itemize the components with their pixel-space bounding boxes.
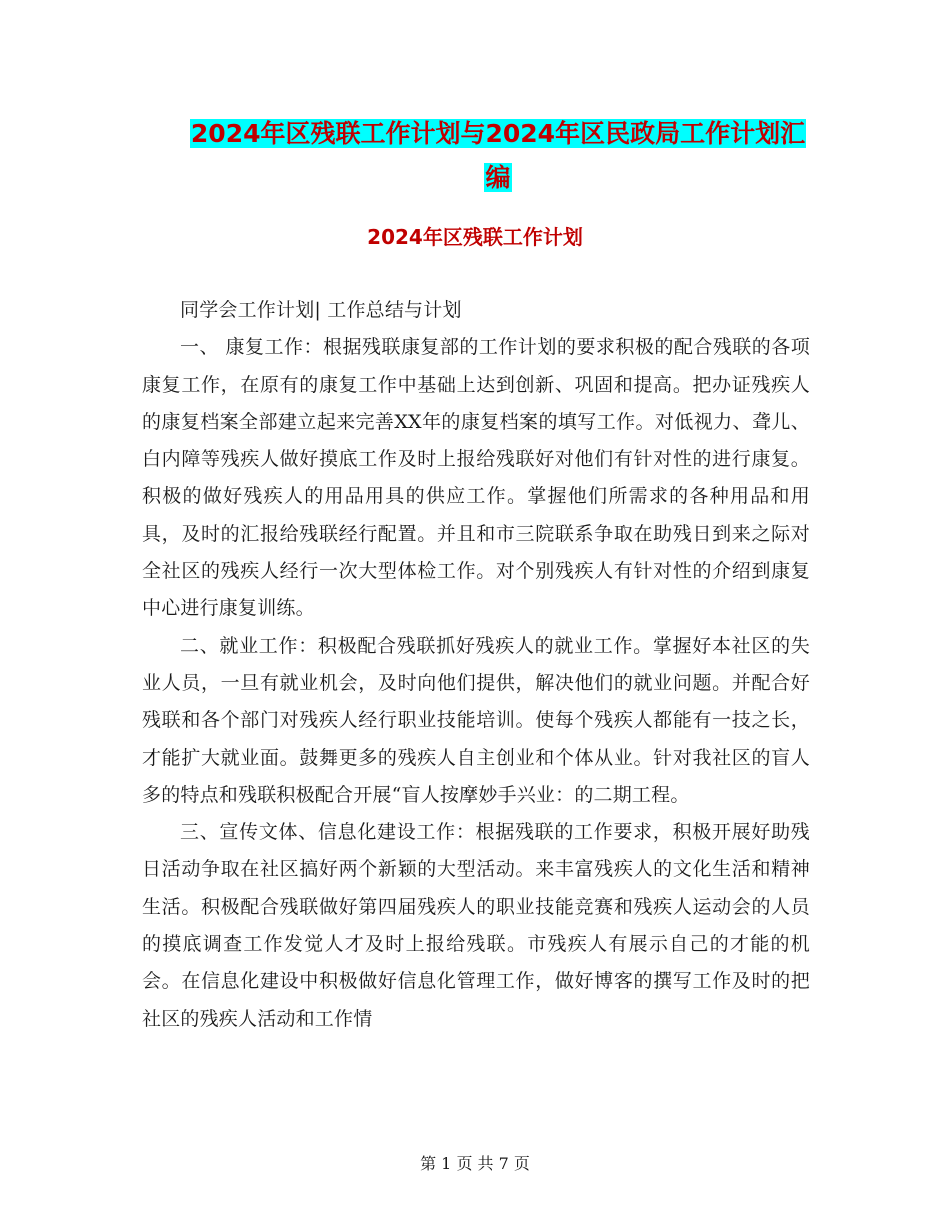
document-body	[142, 292, 810, 1038]
document-title-line-2: 编	[485, 163, 511, 192]
body-paragraph-rehabilitation: 一、 康复工作：根据残联康复部的工作计划的要求积极的配合残联的各项康复工作，在原有的康复工作中基础上达到创新、巩固和提高。把办证残疾人的康复档案全部建立起来完善XX年的康复档案的填写工作。对低视力、聋儿、白内障等残疾人做好摸底工作及时上报给残联好对他们有针对性的进行康复。积极的做好残疾人的用品用具的供应工作。掌握他们所需求的各种用品和用具，及时的汇报给残联经行配置。并且和市三院联系争取在助残日到来之际对全社区的残疾人经行一次大型体检工作。对个别残疾人有针对性的介绍到康复中心进行康复训练。	[142, 336, 810, 620]
document-title-line-1: 2024年区残联工作计划与2024年区民政局工作计划汇	[190, 119, 806, 148]
body-paragraph-subtitle: 同学会工作计划| 工作总结与计划	[180, 299, 462, 321]
document-title	[140, 112, 856, 200]
page-footer: 第 1 页 共 7 页	[420, 1154, 530, 1173]
body-paragraph-employment: 二、就业工作：积极配合残联抓好残疾人的就业工作。掌握好本社区的失业人员，一旦有就业机会，及时向他们提供，解决他们的就业问题。并配合好残联和各个部门对残疾人经行职业技能培训。使每个残疾人都能有一技之长，才能扩大就业面。鼓舞更多的残疾人自主创业和个体从业。针对我社区的盲人多的特点和残联积极配合开展“盲人按摩妙手兴业：的二期工程。	[142, 634, 810, 806]
body-paragraph-publicity: 三、宣传文体、信息化建设工作：根据残联的工作要求，积极开展好助残日活动争取在社区搞好两个新颖的大型活动。来丰富残疾人的文化生活和精神生活。积极配合残联做好第四届残疾人的职业技能竞赛和残疾人运动会的人员的摸底调查工作发觉人才及时上报给残联。市残疾人有展示自己的才能的机会。在信息化建设中积极做好信息化管理工作，做好博客的撰写工作及时的把社区的残疾人活动和工作情	[142, 821, 810, 1030]
section-title: 2024年区残联工作计划	[367, 225, 583, 249]
